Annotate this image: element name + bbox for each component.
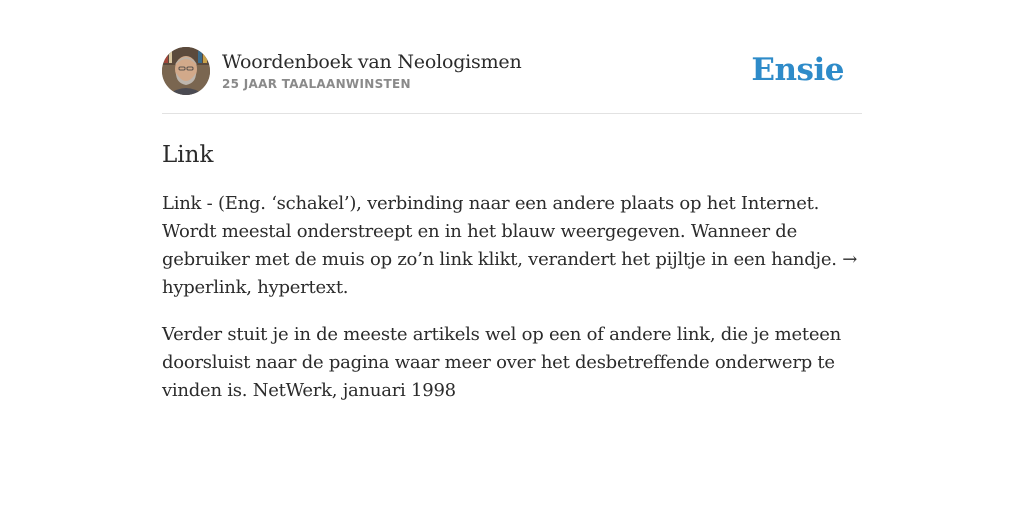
site-header <box>162 40 862 114</box>
entry-quote: Verder stuit je in de meeste artikels wel op een of andere link, die je meteen doorsluist naar de pagina waar meer over het desbetreffende onderwerp te vinden is. NetWerk, januari 1998 <box>162 324 841 401</box>
site-title[interactable]: Woordenboek van Neologismen <box>222 50 522 73</box>
author-avatar[interactable] <box>162 47 210 95</box>
entry-title: Link <box>162 142 214 168</box>
site-meta <box>222 50 522 93</box>
entry-definition: Link - (Eng. ‘schakel’), verbinding naar een andere plaats op het Internet. Wordt meestal onderstreept en in het blauw weergegeven. Wanneer de gebruiker met de muis op zo’n link klikt, verandert het pijltje in een handje. → hyperlink, hypertext. <box>162 193 858 298</box>
site-tagline: 25 JAAR TAALAANWINSTEN <box>222 76 411 91</box>
avatar-portrait-icon <box>162 47 210 95</box>
page-container <box>162 40 862 405</box>
brand-logo[interactable]: Ensie <box>751 52 844 88</box>
